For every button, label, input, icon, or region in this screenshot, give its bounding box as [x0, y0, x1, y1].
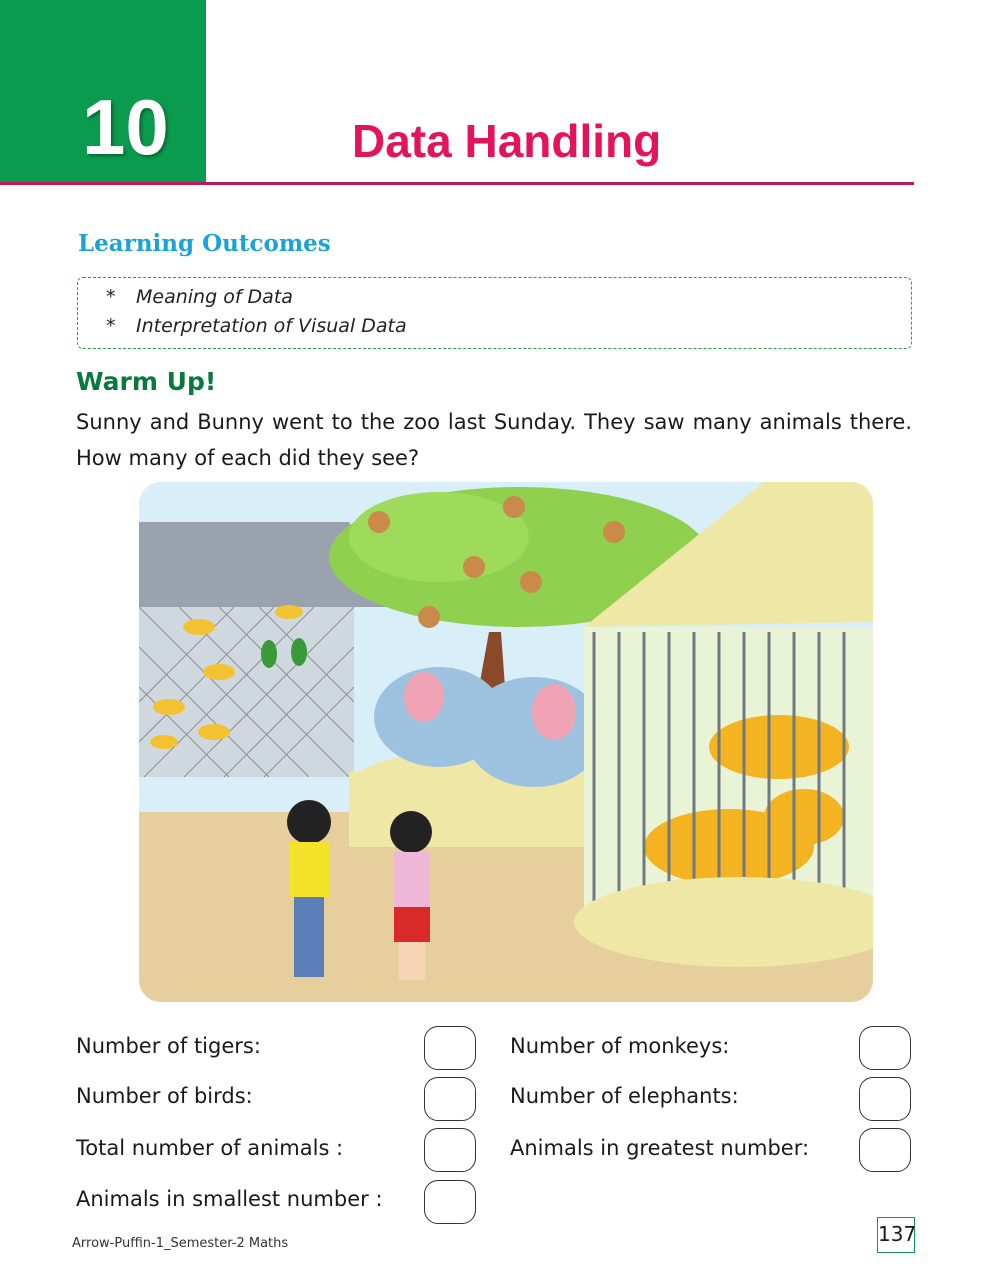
answer-box-smallest[interactable] — [424, 1180, 476, 1224]
chapter-title: Data Handling — [352, 115, 662, 167]
question-greatest-number: Animals in greatest number: — [510, 1136, 810, 1160]
chapter-number-box — [0, 0, 206, 184]
question-monkeys: Number of monkeys: — [510, 1034, 730, 1058]
page-number: 137 — [877, 1217, 915, 1253]
learning-outcomes-box — [77, 277, 912, 349]
learning-outcome-item: * Interpretation of Visual Data — [106, 315, 407, 337]
question-birds: Number of birds: — [76, 1084, 253, 1108]
title-divider — [0, 182, 914, 185]
question-smallest-number: Animals in smallest number : — [76, 1187, 383, 1211]
warm-up-heading: Warm Up! — [76, 367, 217, 396]
answer-box-tigers[interactable] — [424, 1026, 476, 1070]
answer-box-birds[interactable] — [424, 1077, 476, 1121]
answer-box-elephants[interactable] — [859, 1077, 911, 1121]
question-tigers: Number of tigers: — [76, 1034, 261, 1058]
learning-outcomes-heading: Learning Outcomes — [78, 230, 331, 257]
answer-box-greatest[interactable] — [859, 1128, 911, 1172]
question-elephants: Number of elephants: — [510, 1084, 739, 1108]
footer-book-title: Arrow-Puffin-1_Semester-2 Maths — [72, 1236, 289, 1251]
question-total-animals: Total number of animals : — [76, 1136, 344, 1160]
bullet-star: * — [106, 315, 116, 337]
answer-box-total[interactable] — [424, 1128, 476, 1172]
zoo-illustration — [139, 482, 873, 1002]
bird-cage — [139, 607, 354, 777]
bullet-star: * — [106, 286, 116, 308]
learning-outcome-item: * Meaning of Data — [106, 286, 293, 308]
answer-box-monkeys[interactable] — [859, 1026, 911, 1070]
warm-up-text: Sunny and Bunny went to the zoo last Sunday. They saw many animals there. How many of each did they see? — [76, 410, 912, 470]
chapter-number: 10 — [82, 83, 169, 171]
